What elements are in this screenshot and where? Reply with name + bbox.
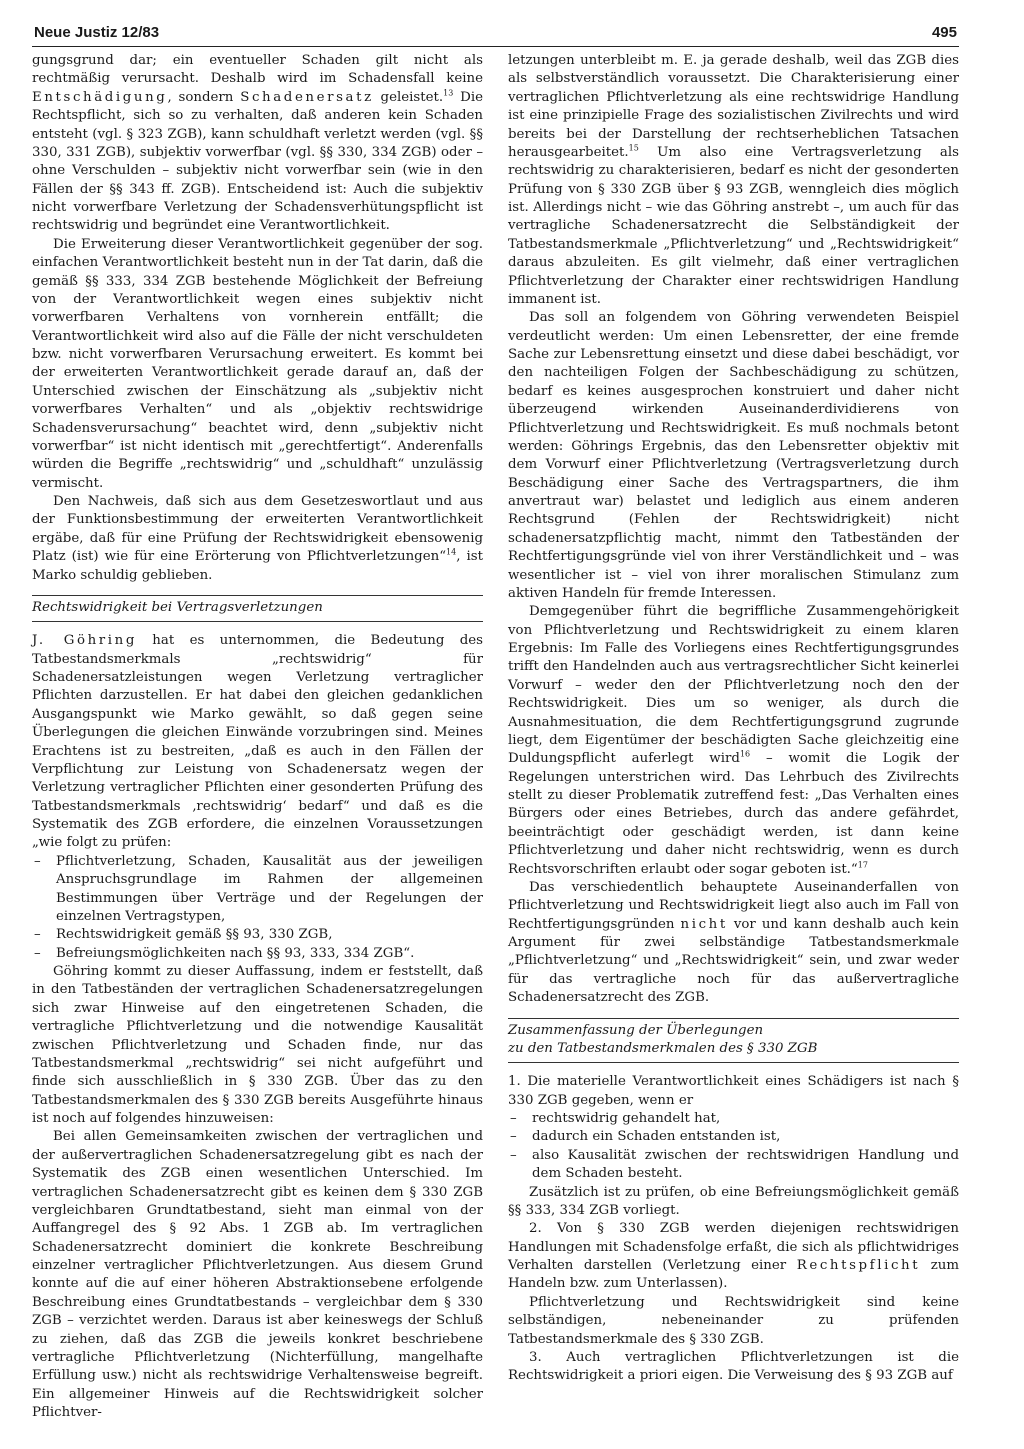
footnote-ref: 17	[857, 860, 868, 870]
spaced-term: J. Göhring	[32, 633, 137, 649]
list-item: – also Kausalität zwischen der rechtswidrigen Handlung und dem Schaden besteht.	[508, 1147, 959, 1184]
paragraph	[32, 632, 483, 853]
text-run: – womit die Logik der Regelungen unterstrichen wird. Das Lehrbuch des Zivilrechts stellt zu dieser Problematik zutreffend fest: „Das Verhalten eines Bürgers oder eines Betriebes, durch das andere gefährdet, beeinträchtigt oder geschädigt werden, ist dann keine Pflichtverletzung und daher nicht rechtswidrig, wenn es durch Rechtsvorschriften erlaubt oder sogar geboten ist.“	[508, 751, 960, 877]
heading-line: Zusammenfassung der Überlegungen	[508, 1022, 764, 1038]
section-heading	[508, 1018, 959, 1064]
right-column	[508, 52, 959, 1386]
text-run: , sondern	[167, 89, 241, 105]
summary-point: 3. Auch vertraglichen Pflichtverletzungen ist die Rechtswidrigkeit a priori eigen. Die Verweisung des § 93 ZGB auf	[508, 1349, 959, 1384]
paragraph: Die Erweiterung dieser Verantwortlichkeit gegenüber der sog. einfachen Verantwortlichkeit besteht nun in der Tat darin, daß die gemäß §§ 333, 334 ZGB bestehende Möglichkeit der Befreiung von der Verantwortlichkeit wegen eines subjektiv nicht vorwerfbaren Verhaltens von vornherein entfällt; die Verantwortlichkeit wird also auf die Fälle der nicht verschuldeten bzw. nicht vorwerfbaren Verursachung erweitert. Es kommt bei der erweiterten Verantwortlichkeit gerade darauf an, daß der Unterschied zwischen der Einschätzung als „subjektiv nicht vorwerfbares Verhalten“ und als „objektiv rechtswidrige Schadensverursachung“ beachtet wird, denn „subjektiv nicht vorwerfbar“ ist nicht identisch mit „gerechtfertigt“. Anderenfalls würden die Begriffe „rechtswidrig“ und „schuldhaft“ unzulässig vermischt.	[32, 236, 483, 491]
text-run: Die Rechtspflicht, sich so zu verhalten, daß anderen kein Schaden entsteht (vgl. § 323 ZGB), kann schuldhaft verletzt werden (vgl. §§ 330, 331 ZGB), subjektiv vorwerfbar (vgl. §§ 330, 334 ZGB) oder – ohne Verschulden – subjektiv nicht vorwerfbar sein (wie in den Fällen der §§ 343 ff. ZGB). Entscheidend ist: Auch die subjektiv nicht vorwerfbare Verletzung der Schadensverhütungspflicht ist rechtswidrig und begründet eine Verantwortlichkeit.	[32, 89, 483, 234]
text-run: , ist Marko schuldig geblieben.	[32, 549, 483, 583]
paragraph: Zusätzlich ist zu prüfen, ob eine Befreiungsmöglichkeit gemäß §§ 333, 334 ZGB vorliegt.	[508, 1184, 959, 1218]
spaced-term: Schadenersatz	[240, 89, 374, 105]
text-run: hat es unternommen, die Bedeutung des Tatbestandsmerkmals „rechtswidrig“ für Schadenersatzleistungen wegen Verletzung vertraglicher Pflichten darzustellen. Er hat dabei den gleichen gedanklichen Ausgangspunkt wie Marko gewählt, so daß gegen seine Überlegungen die gleichen Einwände vorzubringen sind. Meines Erachtens ist zu bestreiten, „daß es auch in den Fällen der Verpflichtung zur Leistung von Schadenersatz wegen der Verletzung vertraglicher Pflichten einer gesonderten Prüfung des Tatbestandsmerkmals ‚rechtswidrig‘ bedarf“ und daß es die Systematik des ZGB erfordere, die einzelnen Voraussetzungen „wie folgt zu prüfen:	[32, 633, 483, 851]
running-head	[32, 22, 959, 47]
paragraph: Göhring kommt zu dieser Auffassung, indem er feststellt, daß in den Tatbeständen der vertraglichen Schadenersatzregelungen sich zwar Hinweise auf den eingetretenen Schaden, die vertragliche Pflichtverletzung und die notwendige Kausalität zwischen Pflichtverletzung und Schaden finde, nur das Tatbestandsmerkmal „rechtswidrig“ sei nicht aufgeführt und finde sich ausschließlich in § 330 ZGB. Über das zu den Tatbestandsmerkmalen des § 330 ZGB bereits Ausgeführte hinaus ist noch auf folgendes hinzuweisen:	[32, 964, 483, 1126]
left-column	[32, 52, 483, 1422]
heading-line: zu den Tatbestandsmerkmalen des § 330 ZGB	[508, 1040, 818, 1056]
text-run: vor und kann deshalb auch kein Argument für zwei selbständige Tatbestandsmerkmale „Pflichtverletzung“ und „Rechtswidrigkeit“ sein, und zwar weder für das vertragliche noch für das außervertragliche Schadenersatzrecht des ZGB.	[508, 916, 959, 1006]
text-run: letzungen unterbleibt m. E. ja gerade deshalb, weil das ZGB dies als selbstverständlich voraussetzt. Die Charakterisierung einer vertraglichen Pflichtverletzung als eine rechtswidrige Handlung ist eine prinzipielle Frage des sozialistischen Zivilrechts und wird bereits bei der Darstellung der rechtserheblichen Tatsachen herausgearbeitet.	[508, 53, 959, 160]
text-run: Das verschiedentlich behauptete Auseinanderfallen von Pflichtverletzung und Rechtswidrigkeit liegt also auch im Fall von Rechtfertigungsgründen	[508, 879, 959, 932]
paragraph: Das soll an folgendem von Göhring verwendeten Beispiel verdeutlicht werden: Um einen Lebensretter, der eine fremde Sache zur Lebensrettung einsetzt und diese dabei beschädigt, vor den nachteiligen Folgen der Sachbeschädigung zu schützen, bedarf es keines ausgesprochen konstruiert und daher nicht überzeugend wirkenden Auseinanderdividierens von Pflichtverletzung und Rechtswidrigkeit. Es muß nochmals betont werden: Göhrings Ergebnis, das den Lebensretter objektiv mit dem Vorwurf einer Pflichtverletzung (Vertragsverletzung durch Beschädigung einer Sache des Vertragspartners, die ihm anvertraut war) belastet und lediglich aus einem anderen Rechtsgrund (Fehlen der Rechtswidrigkeit) nicht schadenersatzpflichtig macht, nimmt den Tatbeständen der Rechtfertigungsgründe viel von ihrer Verständlichkeit und – was wesentlicher ist – viel von ihrer moralischen Stimulanz zum aktiven Handeln für fremde Interessen.	[508, 310, 959, 601]
text-run: 2. Von § 330 ZGB werden diejenigen rechtswidrigen Handlungen mit Schadensfolge erfaßt, die sich als pflichtwidriges Verhalten darstellen (Verletzung einer	[508, 1221, 959, 1273]
summary-list	[508, 1110, 959, 1184]
journal-title: Neue Justiz 12/83	[34, 24, 160, 41]
paragraph	[32, 493, 483, 585]
summary-point: 1. Die materielle Verantwortlichkeit eines Schädigers ist nach § 330 ZGB gegeben, wenn er	[508, 1074, 959, 1108]
paragraph	[32, 52, 483, 236]
text-run: zum Handeln bzw. zum Unterlassen).	[508, 1258, 959, 1292]
summary-point	[508, 1220, 959, 1294]
text-run: Um also eine Vertragsverletzung als rechtswidrig zu charakterisieren, bedarf es nicht der gesonderten Prüfung von § 330 ZGB über § 93 ZGB, wenngleich dies möglich ist. Allerdings nicht – wie das Göhring anstrebt –, um auch für das vertragliche Schadenersatzrecht die Selbständigkeit der Tatbestandsmerkmale „Pflichtverletzung“ und „Rechtswidrigkeit“ daraus abzuleiten. Es gilt vielmehr, daß einer vertraglichen Pflichtverletzung der Charakter einer rechtswidrigen Handlung immanent ist.	[508, 144, 959, 307]
footnote-ref: 15	[628, 143, 639, 153]
text-run: gungsgrund dar; ein eventueller Schaden gilt nicht als rechtmäßig verursacht. Deshalb wird im Schadensfall keine	[32, 53, 483, 87]
list-item: – rechtswidrig gehandelt hat,	[508, 1110, 959, 1128]
paragraph	[508, 879, 959, 1008]
spaced-term: nicht	[680, 916, 728, 932]
section-heading: Rechtswidrigkeit bei Vertragsverletzungen	[32, 595, 483, 622]
footnote-ref: 14	[446, 547, 457, 557]
paragraph: Bei allen Gemeinsamkeiten zwischen der vertraglichen und der außervertraglichen Schadenersatzregelung gibt es nach der Systematik des ZGB einen wesentlichen Unterschied. Im vertraglichen Schadenersatzrecht gibt es keinen dem § 330 ZGB vergleichbaren Grundtatbestand, sieht man einmal von der Auffangregel des § 92 Abs. 1 ZGB ab. Im vertraglichen Schadenersatzrecht dominiert die konkrete Beschreibung einzelner vertraglicher Pflichtverletzungen. Aus diesem Grund konnte auf die auf einer höheren Abstraktionsebene erfolgende Beschreibung eines Grundtatbestands – vergleichbar dem § 330 ZGB – verzichtet werden. Daraus ist aber keineswegs der Schluß zu ziehen, daß das ZGB die jeweils konkret beschriebene vertragliche Pflichtverletzung (Nichterfüllung, mangelhafte Erfüllung usw.) nicht als rechtswidrige Verhaltensweise begreift. Ein allgemeiner Hinweis auf die Rechtswidrigkeit solcher Pflichtver-	[32, 1129, 483, 1420]
spaced-term: Rechtspflicht	[796, 1258, 921, 1273]
paragraph: Pflichtverletzung und Rechtswidrigkeit sind keine selbständigen, nebeneinander zu prüfenden Tatbestandsmerkmale des § 330 ZGB.	[508, 1294, 959, 1347]
footnote-ref: 16	[739, 749, 751, 759]
list-item: – Rechtswidrigkeit gemäß §§ 93, 330 ZGB,	[32, 926, 483, 944]
text-run: Demgegenüber führt die begriffliche Zusammengehörigkeit von Pflichtverletzung und Rechtswidrigkeit zu einem klaren Ergebnis: Im Falle des Vorliegens eines Rechtfertigungsgrundes trifft den Handelnden auch aus vertragsrechtlicher Sicht keinerlei Vorwurf – weder den der Pflichtverletzung noch den der Rechtswidrigkeit. Dies um so weniger, als durch die Ausnahmesituation, die dem Rechtfertigungsgrund zugrunde liegt, dem Eigentümer der beschädigten Sache gleichzeitig eine Duldungspflicht auferlegt wird	[508, 604, 959, 767]
text-run: geleistet.	[373, 89, 444, 105]
page-number: 495	[931, 24, 957, 41]
paragraph	[508, 52, 959, 309]
paragraph	[508, 603, 959, 879]
footnote-ref: 13	[443, 88, 454, 98]
list-item: – dadurch ein Schaden entstanden ist,	[508, 1128, 959, 1146]
list-item: – Befreiungsmöglichkeiten nach §§ 93, 333, 334 ZGB“.	[32, 945, 483, 963]
spaced-term: Entschädigung	[32, 89, 168, 105]
text-run: Den Nachweis, daß sich aus dem Gesetzeswortlaut und aus der Funktionsbestimmung der erweiterten Verantwortlichkeit ergäbe, daß für eine Prüfung der Rechtswidrigkeit ebensowenig Platz (ist) wie für eine Erörterung von Pflichtverletzungen“	[32, 494, 483, 565]
list-item: – Pflichtverletzung, Schaden, Kausalität aus der jeweiligen Anspruchsgrundlage im Rahmen der allgemeinen Bestimmungen über Verträge und der Regelungen der einzelnen Vertragstypen,	[32, 853, 483, 927]
criteria-list	[32, 853, 483, 963]
